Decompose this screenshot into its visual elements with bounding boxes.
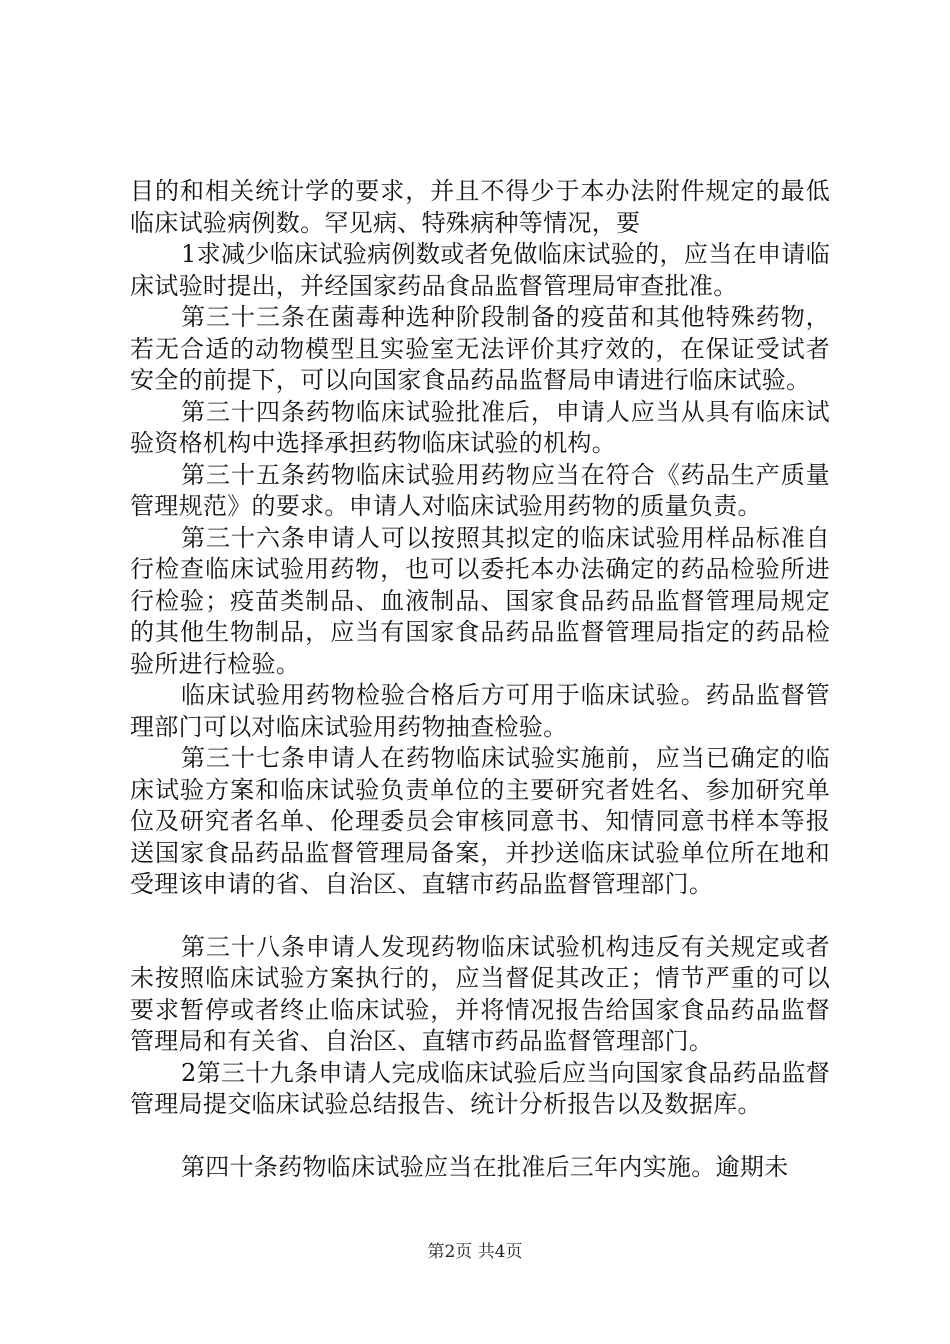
paragraph-article-37: 第三十七条申请人在药物临床试验实施前，应当已确定的临床试验方案和临床试验负责单位的主要研究者姓名、参加研究单位及研究者名单、伦理委员会审核同意书、知情同意书样本等报送国家食品药品监督管理局备案，并抄送临床试验单位所在地和受理该申请的省、自治区、直辖市药品监督管理部门。: [130, 744, 830, 898]
paragraph-article-33: 第三十三条在菌毒种选种阶段制备的疫苗和其他特殊药物，若无合适的动物模型且实验室无法评价其疗效的，在保证受试者安全的前提下，可以向国家食品药品监督局申请进行临床试验。: [130, 303, 830, 394]
document-body: [130, 176, 830, 1183]
paragraph-article-36: 第三十六条申请人可以按照其拟定的临床试验用样品标准自行检查临床试验用药物，也可以委托本办法确定的药品检验所进行检验；疫苗类制品、血液制品、国家食品药品监督管理局规定的其他生物制品，应当有国家食品药品监督管理局指定的药品检验所进行检验。: [130, 523, 830, 678]
paragraph-article-34: 第三十四条药物临床试验批准后，申请人应当从具有临床试验资格机构中选择承担药物临床试验的机构。: [130, 397, 830, 457]
paragraph-continuation: 目的和相关统计学的要求，并且不得少于本办法附件规定的最低临床试验病例数。罕见病、特殊病种等情况，要: [130, 177, 830, 237]
paragraph-article-38: 第三十八条申请人发现药物临床试验机构违反有关规定或者未按照临床试验方案执行的，应当督促其改正；情节严重的可以要求暂停或者终止临床试验，并将情况报告给国家食品药品监督管理局和有关省、自治区、直辖市药品监督管理部门。: [130, 932, 830, 1055]
paragraph-approval-request: 1求减少临床试验病例数或者免做临床试验的，应当在申请临床试验时提出，并经国家药品食品监督管理局审查批准。: [130, 240, 830, 300]
paragraph-inspection: 临床试验用药物检验合格后方可用于临床试验。药品监督管理部门可以对临床试验用药物抽查检验。: [130, 681, 830, 741]
paragraph-article-40: 第四十条药物临床试验应当在批准后三年内实施。逾期未: [181, 1152, 789, 1181]
paragraph-article-39: 2第三十九条申请人完成临床试验后应当向国家食品药品监督管理局提交临床试验总结报告、统计分析报告以及数据库。: [130, 1058, 830, 1118]
paragraph-article-35: 第三十五条药物临床试验用药物应当在符合《药品生产质量管理规范》的要求。申请人对临床试验用药物的质量负责。: [130, 460, 830, 520]
page-footer: 第2页 共4页: [427, 1242, 523, 1262]
